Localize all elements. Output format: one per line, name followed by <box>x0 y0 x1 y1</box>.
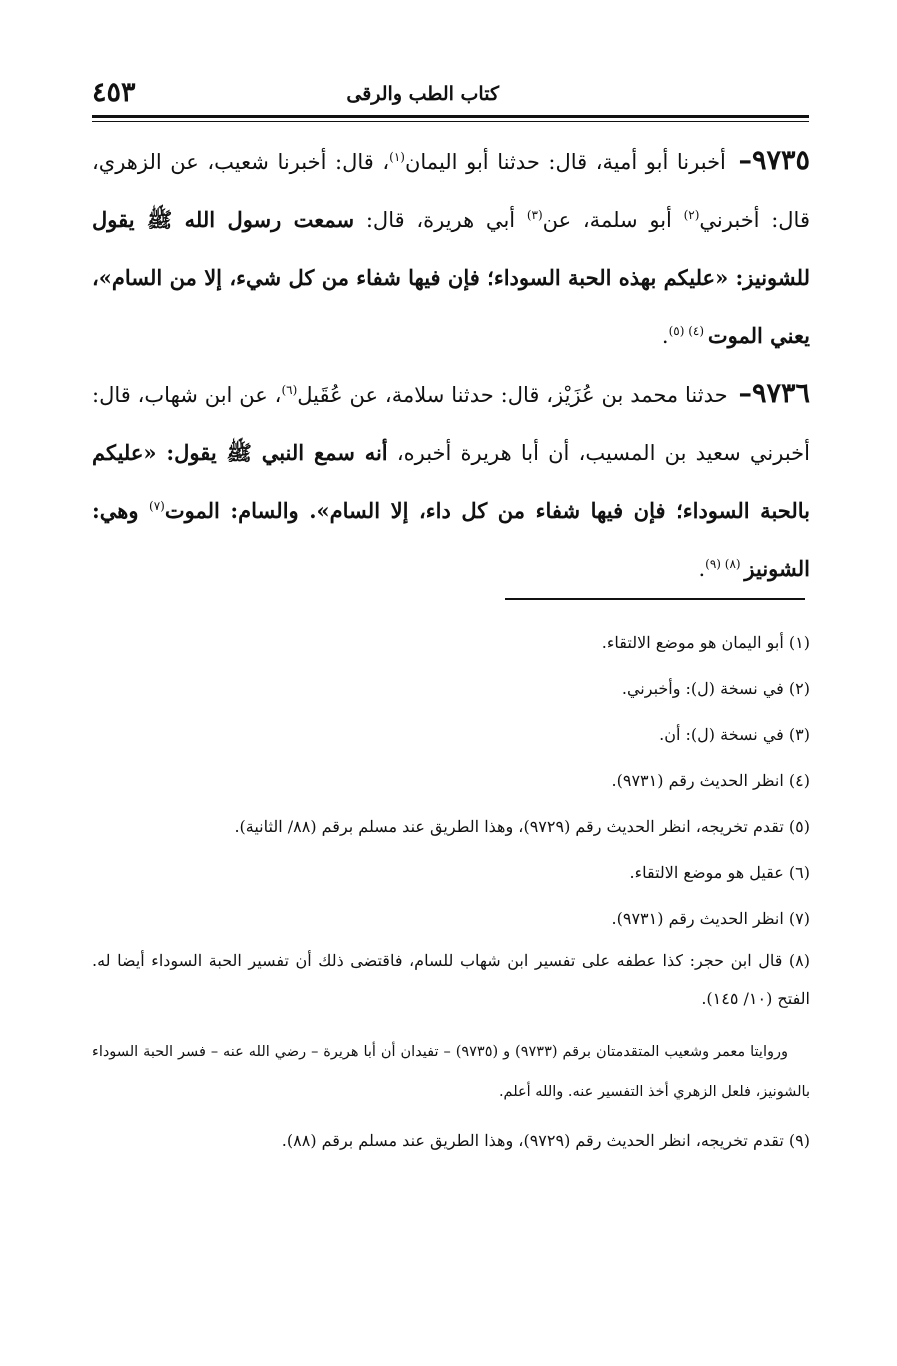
footnote-9: (٩) تقدم تخريجه، انظر الحديث رقم (٩٧٢٩)، وهذا الطريق عند مسلم برقم (٨٨). <box>281 1131 810 1150</box>
hadith-matn: سمعت رسول الله ﷺ يقول للشونيز: «عليكم بهذه الحبة السوداء؛ فإن فيها شفاء من كل شيء، إلا من السام»، يعني الموت <box>92 207 810 348</box>
footnote-1: (١) أبو اليمان هو موضع الالتقاء. <box>601 633 810 652</box>
footnote-ref: (٣) <box>526 208 543 222</box>
hadith-text: أبي هريرة، قال: <box>354 208 527 232</box>
hadith-text: ، عن ابن شهاب، قال: أخبرني سعيد بن المسيب، أن أبا هريرة أخبره، <box>92 383 811 465</box>
hadith-end: . <box>661 324 669 348</box>
page-number: ٤٥٣ <box>92 77 136 108</box>
hadith-number: ٩٧٣٥– <box>738 145 810 176</box>
hadith-matn: أنه سمع النبي ﷺ يقول: «عليكم بالحبة السوداء؛ فإن فيها شفاء من كل داء، إلا السام». والسام: الموت <box>92 440 810 523</box>
footnote-ref: (٨) (٩) <box>705 557 745 571</box>
hadith-text: حدثنا محمد بن عُزَيْز، قال: حدثنا سلامة، عن عُقَيل <box>297 383 735 407</box>
footnote-4: (٤) انظر الحديث رقم (٩٧٣١). <box>611 771 810 790</box>
footnote-2: (٢) في نسخة (ل): وأخبرني. <box>621 679 810 698</box>
footnote-ref: (٢) <box>683 208 700 222</box>
footnote-8: (٨) قال ابن حجر: كذا عطفه على تفسير ابن شهاب للسام، فاقتضى ذلك أن تفسير الحبة السوداء أيضا له. الفتح (١٠/ ١٤٥). <box>92 951 810 1008</box>
header-rule-thick <box>92 115 809 118</box>
main-text <box>92 132 810 598</box>
footnote-3: (٣) في نسخة (ل): أن. <box>659 725 810 744</box>
hadith-text: أخبرنا أبو أمية، قال: حدثنا أبو اليمان <box>404 150 735 174</box>
footnotes <box>92 620 810 1164</box>
hadith-end: . <box>698 557 706 581</box>
footnote-ref: (٦) <box>281 383 298 397</box>
header-rule-thin <box>92 121 809 122</box>
running-title: كتاب الطب والرقى <box>346 83 499 105</box>
footnote-ref: (٧) <box>149 499 165 513</box>
footnote-ref: (٤) (٥) <box>668 324 708 338</box>
hadith-matn: وهي: الشونيز <box>92 498 810 581</box>
footnote-6: (٦) عقيل هو موضع الالتقاء. <box>629 863 810 882</box>
page-header <box>92 78 809 108</box>
hadith-9736 <box>92 365 810 598</box>
footnote-separator <box>505 598 805 600</box>
hadith-number: ٩٧٣٦– <box>738 378 810 409</box>
footnote-5: (٥) تقدم تخريجه، انظر الحديث رقم (٩٧٢٩)، وهذا الطريق عند مسلم برقم (٨٨/ الثانية). <box>234 817 810 836</box>
footnote-ref: (١) <box>389 150 405 164</box>
footnote-8-continuation: وروايتا معمر وشعيب المتقدمتان برقم (٩٧٣٣) و (٩٧٣٥) – تفيدان أن أبا هريرة – رضي الله عنه – فسر الحبة السوداء بالشونيز، فلعل الزهري أخذ التفسير عنه. والله أعلم. <box>92 1044 810 1100</box>
footnote-7: (٧) انظر الحديث رقم (٩٧٣١). <box>611 909 810 928</box>
hadith-9735 <box>92 132 810 365</box>
hadith-text: ، قال: أخبرنا شعيب، عن الزهري، قال: أخبرني <box>92 150 810 232</box>
hadith-text: أبو سلمة، عن <box>542 208 684 232</box>
